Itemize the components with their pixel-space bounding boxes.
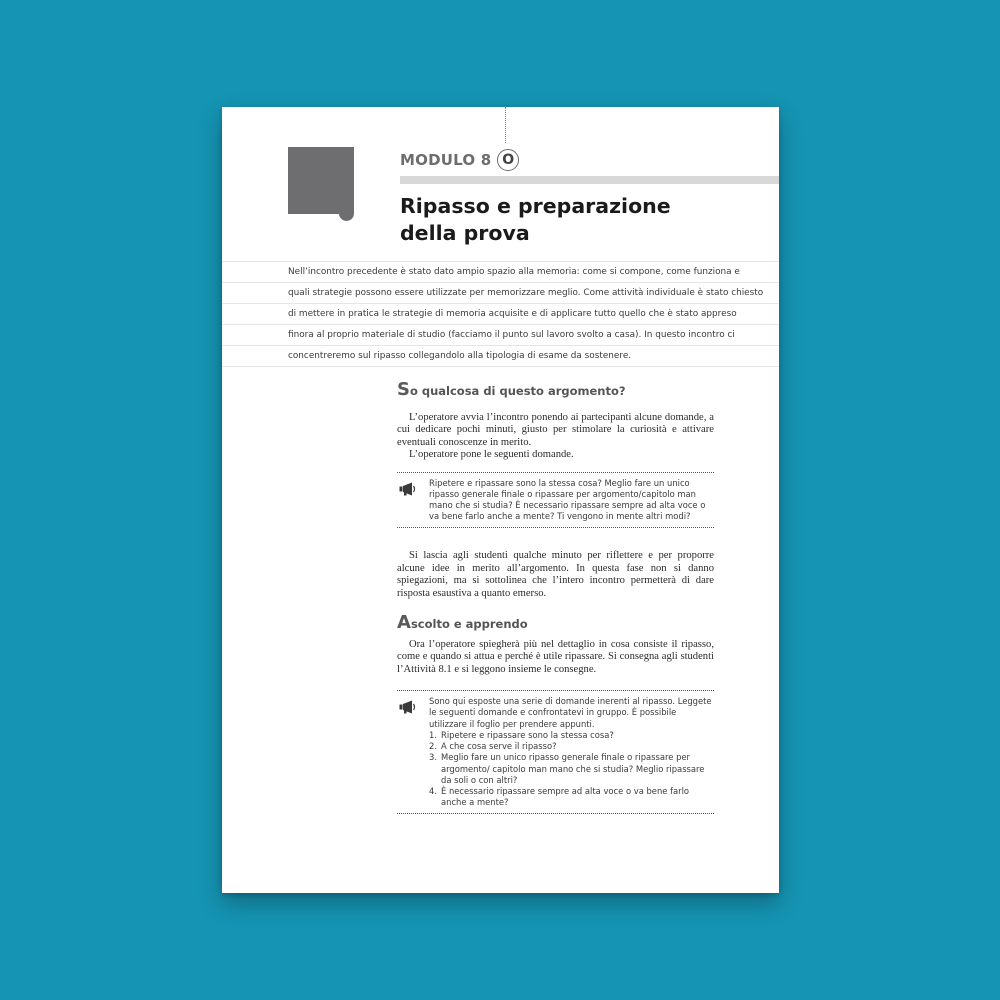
list-item <box>429 786 714 808</box>
module-heading <box>400 149 519 171</box>
list-item <box>429 752 714 786</box>
paragraph: Si lascia agli studenti qualche minuto per riflettere e per proporre alcune idee in merito all’argomento. In questa fase non si danno spiegazioni, ma si sottolinea che l’intero incontro permetterà di dare risposta esaustiva a quanto emerso. <box>397 550 714 599</box>
intro-line: Nell’incontro precedente è stato dato ampio spazio alla memoria: come si compone, come funziona e <box>222 261 779 283</box>
heading-text: scolto e apprendo <box>410 617 528 632</box>
item-number: 2. <box>429 741 437 752</box>
intro-line: finora al proprio materiale di studio (facciamo il punto sul lavoro svolto a casa). In questo incontro ci <box>222 325 779 346</box>
item-number: 4. <box>429 785 437 796</box>
question-list <box>429 730 714 808</box>
main-column <box>397 379 714 814</box>
intro-line: concentreremo sul ripasso collegandolo alla tipologia di esame da sostenere. <box>222 346 779 367</box>
item-number: 1. <box>429 729 437 740</box>
paragraph: Ora l’operatore spiegherà più nel dettaglio in cosa consiste il ripasso, come e quando si attua e perché è utile ripassare. Si consegna agli studenti l’Attività 8.1 e si leggono insieme le consegne. <box>397 639 714 675</box>
megaphone-icon <box>399 482 417 496</box>
activity-intro: Sono qui esposte una serie di domande inerenti al ripasso. Leggete le seguenti domande e confrontatevi in gruppo. È possibile utilizzare il foglio per prendere appunti. <box>429 696 712 729</box>
dotted-guide-line <box>505 107 506 143</box>
page-title <box>400 193 740 247</box>
title-line-2: della prova <box>400 221 530 245</box>
module-label: MODULO 8 <box>400 151 492 169</box>
paragraph: L’operatore pone le seguenti domande. <box>409 449 574 461</box>
megaphone-icon <box>399 700 417 714</box>
item-text: Meglio fare un unico ripasso generale finale o ripassare per argomento/ capitolo man mano che si studia? Meglio ripassare da soli o con altri? <box>441 752 705 785</box>
title-line-1: Ripasso e preparazione <box>400 194 671 218</box>
intro-text <box>222 261 779 367</box>
section-heading-2 <box>397 612 714 633</box>
item-number: 3. <box>429 752 437 763</box>
module-badge: O <box>497 149 519 171</box>
module-marker-tab <box>339 207 354 221</box>
paragraph: L’operatore avvia l’incontro ponendo ai partecipanti alcune domande, a cui dedicare pochi minuti, giusto per stimolare la curiosità e attivare eventuali conoscenze in merito. <box>397 412 714 448</box>
list-item <box>429 741 714 752</box>
heading-text: o qualcosa di questo argomento? <box>409 384 626 398</box>
item-text: A che cosa serve il ripasso? <box>441 741 557 752</box>
section-heading-1 <box>397 379 714 400</box>
heading-initial: S <box>397 379 410 400</box>
intro-line: quali strategie possono essere utilizzate per memorizzare meglio. Come attività individuale è stato chiesto <box>222 283 779 304</box>
book-page <box>222 107 779 893</box>
module-marker-block <box>288 147 354 214</box>
header-bar <box>400 176 779 184</box>
activity-box <box>397 690 714 814</box>
item-text: Ripetere e ripassare sono la stessa cosa? <box>441 729 614 740</box>
heading-initial: A <box>397 612 411 634</box>
item-text: È necessario ripassare sempre ad alta voce o va bene farlo anche a mente? <box>441 785 690 808</box>
intro-line: di mettere in pratica le strategie di memoria acquisite e di applicare tutto quello che è stato appreso <box>222 304 779 325</box>
list-item <box>429 730 714 741</box>
question-box-text: Ripetere e ripassare sono la stessa cosa? Meglio fare un unico ripasso generale finale o ripassare per argomento/capitolo man mano che si studia? È necessario ripassare sempre ad alta voce o va bene farlo anche a mente? Ti vengono in mente altri modi? <box>429 477 706 522</box>
question-box <box>397 472 714 529</box>
activity-box-text <box>429 696 714 808</box>
